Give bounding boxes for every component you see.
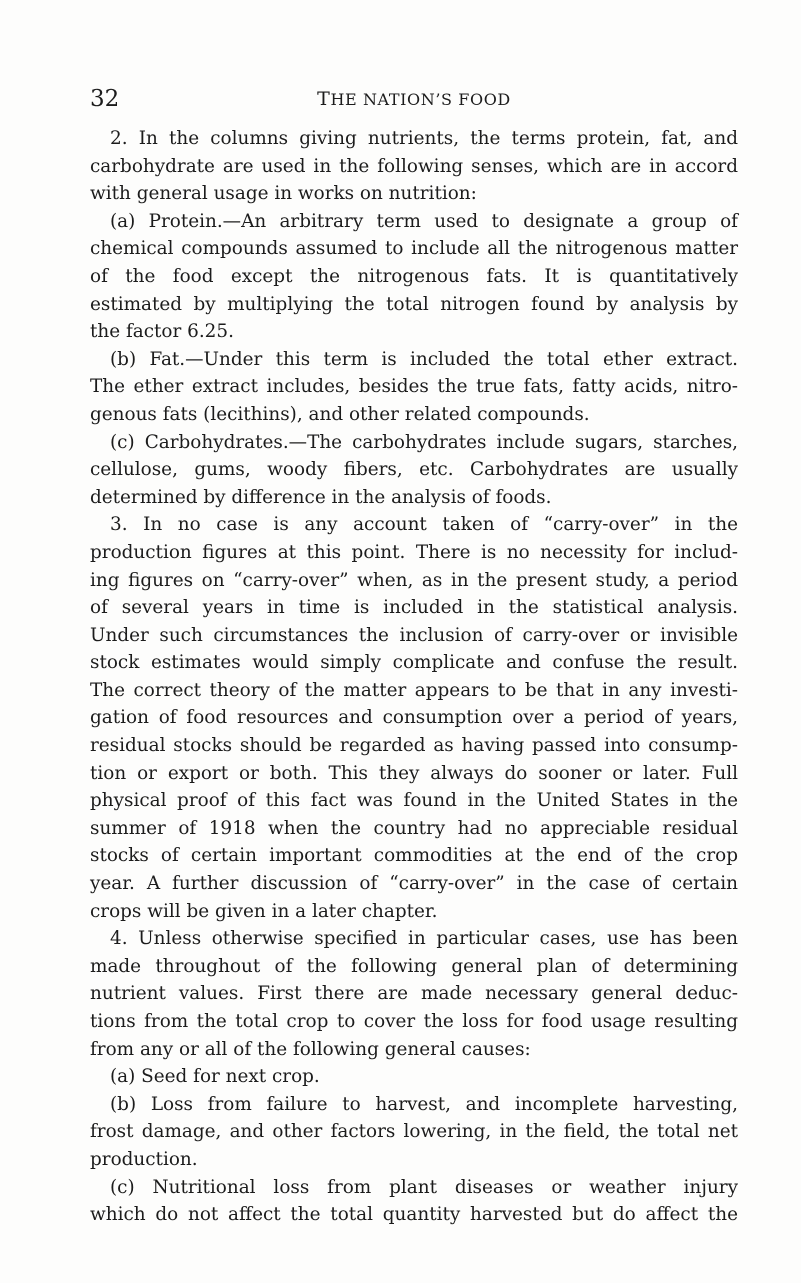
text-line: residual stocks should be regarded as having passed into consump- — [90, 735, 738, 757]
text-line: of several years in time is included in the statistical analysis. — [90, 597, 738, 619]
text-line: (b) Loss from failure to harvest, and incomplete harvesting, — [110, 1093, 738, 1115]
text-line: 4. Unless otherwise specified in particular cases, use has been — [110, 928, 738, 950]
text-line: gation of food resources and consumption over a period of years, — [90, 707, 738, 729]
running-head — [90, 84, 738, 115]
page-number: 32 — [90, 86, 120, 112]
text-line: determined by difference in the analysis of foods. — [90, 486, 552, 508]
text-line: genous fats (lecithins), and other related compounds. — [90, 403, 590, 425]
text-line: 3. In no case is any account taken of “carry-over” in the — [110, 514, 738, 536]
text-line: carbohydrate are used in the following senses, which are in accord — [90, 155, 738, 177]
text-line: (c) Nutritional loss from plant diseases or weather injury — [110, 1176, 738, 1198]
text-line: (a) Protein.—An arbitrary term used to designate a group of — [110, 210, 738, 232]
body-text — [90, 125, 738, 1229]
text-line: stock estimates would simply complicate and confuse the result. — [90, 652, 738, 674]
page-header — [90, 84, 738, 114]
text-line: (b) Fat.—Under this term is included the total ether extract. — [110, 348, 738, 370]
text-line: (c) Carbohydrates.—The carbohydrates include sugars, starches, — [110, 431, 738, 453]
text-line: made throughout of the following general plan of determining — [90, 955, 738, 977]
text-line: estimated by multiplying the total nitrogen found by analysis by — [90, 293, 738, 315]
text-line: tion or export or both. This they always do sooner or later. Full — [90, 762, 738, 784]
text-line: 2. In the columns giving nutrients, the terms protein, fat, and — [110, 128, 738, 149]
text-line: which do not affect the total quantity harvested but do affect the — [90, 1204, 738, 1226]
text-line: from any or all of the following general causes: — [90, 1038, 531, 1060]
text-line: chemical compounds assumed to include all the nitrogenous matter — [90, 238, 738, 260]
text-line: production figures at this point. There is no necessity for includ- — [90, 541, 738, 563]
text-line: year. A further discussion of “carry-over” in the case of certain — [90, 873, 738, 895]
text-line: (a) Seed for next crop. — [110, 1066, 320, 1088]
text-line: the factor 6.25. — [90, 321, 234, 343]
text-line: The correct theory of the matter appears to be that in any investi- — [90, 679, 738, 701]
text-line: physical proof of this fact was found in the United States in the — [90, 790, 738, 812]
text-line: frost damage, and other factors lowering, in the field, the total net — [90, 1121, 738, 1143]
text-line: tions from the total crop to cover the loss for food usage resulting — [90, 1011, 738, 1032]
text-line: crops will be given in a later chapter. — [90, 900, 438, 922]
text-line: with general usage in works on nutrition: — [90, 183, 477, 205]
text-line: production. — [90, 1148, 198, 1170]
text-line: of the food except the nitrogenous fats. It is quantitatively — [90, 265, 738, 287]
text-line: The ether extract includes, besides the true fats, fatty acids, nitro- — [90, 376, 738, 398]
text-line: stocks of certain important commodities at the end of the crop — [90, 845, 738, 867]
text-line: cellulose, gums, woody fibers, etc. Carbohydrates are usually — [90, 459, 738, 481]
text-line: summer of 1918 when the country had no appreciable residual — [90, 817, 738, 839]
text-line: Under such circumstances the inclusion of carry-over or invisible — [90, 624, 738, 646]
running-head-initial: T — [317, 88, 331, 110]
text-line: nutrient values. First there are made necessary general deduc- — [90, 983, 738, 1005]
text-line: ing figures on “carry-over” when, as in the present study, a period — [90, 569, 738, 591]
running-head-rest: HE NATION’S FOOD — [330, 90, 511, 109]
